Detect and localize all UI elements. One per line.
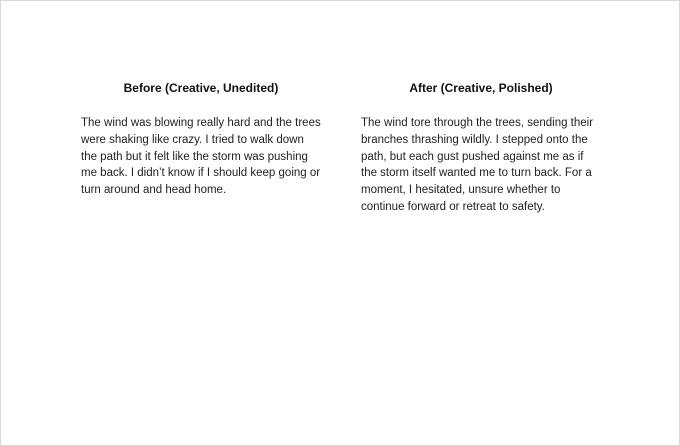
after-column xyxy=(361,79,601,216)
after-text: The wind tore through the trees, sending their branches thrashing wildly. I stepped onto the path, but each gust pushed against me as if the storm itself wanted me to turn back. For a moment, I hesitated, unsure whether to continue forward or retreat to safety. xyxy=(361,117,594,213)
before-text: The wind was blowing really hard and the trees were shaking like crazy. I tried to walk down the path but it felt like the storm was pushing me back. I didn’t know if I should keep going or turn around and head home. xyxy=(81,117,321,197)
before-column xyxy=(81,79,321,199)
after-title: After (Creative, Polished) xyxy=(409,81,553,95)
before-title: Before (Creative, Unedited) xyxy=(123,81,279,95)
